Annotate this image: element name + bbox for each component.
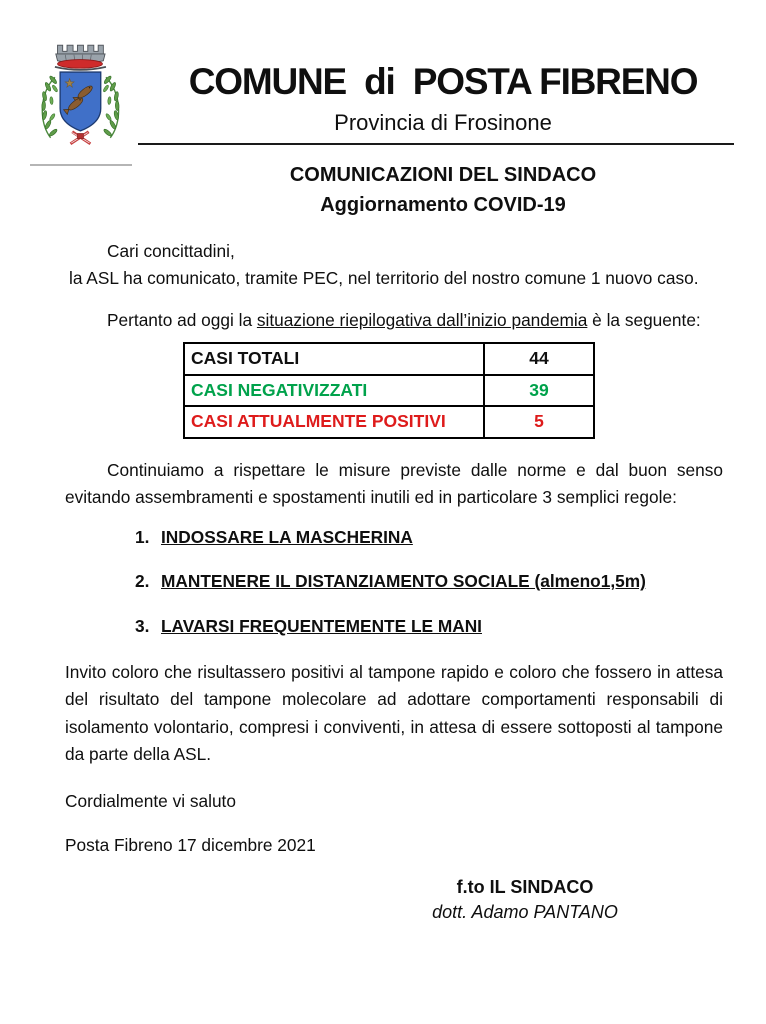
paragraph-situation-underlined: situazione riepilogativa dall’inizio pandemia bbox=[256, 309, 588, 330]
list-item bbox=[65, 570, 723, 592]
salutation: Cari concittadini, bbox=[107, 241, 235, 261]
rule-number: 1. bbox=[135, 526, 150, 547]
municipal-coat-of-arms-icon bbox=[28, 34, 132, 167]
signature-prefix: f.to IL SINDACO bbox=[456, 876, 594, 897]
table-row-positive bbox=[184, 406, 594, 438]
mural-crown-icon bbox=[55, 45, 106, 70]
signature-block bbox=[335, 875, 715, 925]
covid-cases-table bbox=[183, 342, 595, 439]
cases-negativized-value: 39 bbox=[484, 375, 594, 407]
subject-line2: Aggiornamento COVID-19 bbox=[320, 194, 566, 216]
rule-number: 3. bbox=[135, 615, 150, 636]
province-name: Provincia di Frosinone bbox=[334, 109, 552, 135]
cases-positive-value: 5 bbox=[484, 406, 594, 438]
paragraph-invitation: Invito coloro che risultassero positivi al tampone rapido e coloro che fossero in attesa del risultato del tampone molecolare ad adottare comportamenti responsabili di isolamento volontario, compresi i conviventi, in attesa di essere sottoposti al tampone da parte della ASL. bbox=[65, 662, 723, 764]
crest-divider bbox=[30, 164, 132, 166]
letterhead-divider bbox=[138, 143, 734, 145]
subject-line1: COMUNICAZIONI DEL SINDACO bbox=[289, 164, 597, 186]
paragraph-new-case: la ASL ha comunicato, tramite PEC, nel territorio del nostro comune 1 nuovo caso. bbox=[69, 268, 699, 289]
table-row-negativized bbox=[184, 375, 594, 407]
shield-icon bbox=[60, 72, 101, 131]
rule-text-mask: INDOSSARE LA MASCHERINA bbox=[161, 526, 413, 547]
paragraph-situation-post: è la seguente: bbox=[587, 309, 701, 330]
list-item bbox=[65, 615, 723, 637]
paragraph-rules-intro: Continuiamo a rispettare le misure previste dalle norme e dal buon senso evitando assembramenti e spostamenti inutili ed in particolare 3 semplici regole: bbox=[65, 459, 723, 508]
cases-total-value: 44 bbox=[484, 343, 594, 375]
cases-positive-label: CASI ATTUALMENTE POSITIVI bbox=[184, 406, 484, 438]
rule-text-hands: LAVARSI FREQUENTEMENTE LE MANI bbox=[161, 615, 482, 636]
paragraph-situation bbox=[65, 307, 723, 334]
letterhead bbox=[148, 62, 738, 136]
dateline: Posta Fibreno 17 dicembre 2021 bbox=[65, 834, 316, 855]
signature-name: dott. Adamo PANTANO bbox=[432, 902, 618, 923]
list-item bbox=[65, 526, 723, 548]
rule-text-distancing: MANTENERE IL DISTANZIAMENTO SOCIALE (almeno1,5m) bbox=[161, 571, 646, 592]
rules-list bbox=[65, 526, 723, 637]
rule-number: 2. bbox=[135, 571, 150, 592]
cases-negativized-label: CASI NEGATIVIZZATI bbox=[184, 375, 484, 407]
farewell: Cordialmente vi saluto bbox=[65, 791, 236, 812]
municipality-name: COMUNE di POSTA FIBRENO bbox=[188, 61, 698, 102]
subject-block bbox=[148, 160, 738, 220]
ribbon-icon bbox=[70, 132, 90, 144]
table-row-total bbox=[184, 343, 594, 375]
letter-body bbox=[65, 238, 723, 925]
cases-total-label: CASI TOTALI bbox=[184, 343, 484, 375]
paragraph-situation-pre: Pertanto ad oggi la bbox=[107, 309, 257, 330]
